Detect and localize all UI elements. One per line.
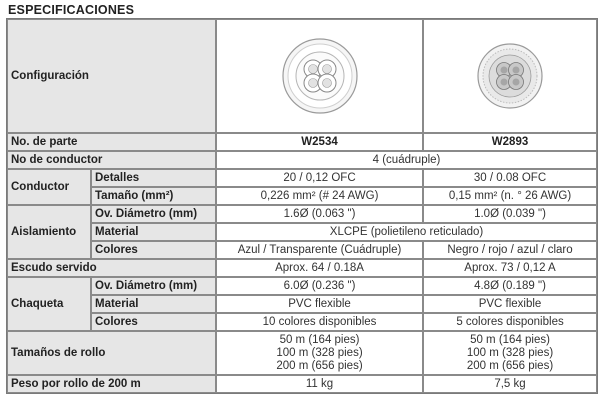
chaqueta-diametro-2: 4.8Ø (0.189 ") (423, 277, 597, 295)
row-no-parte (7, 133, 597, 151)
rollo-size: 100 m (328 pies) (276, 346, 363, 359)
cable-cross-section-icon (280, 36, 360, 116)
row-peso (7, 375, 597, 393)
label-no-parte: No. de parte (7, 133, 216, 151)
spec-table (6, 18, 598, 394)
label-chaqueta: Chaqueta (7, 277, 91, 331)
row-aislamiento-diametro (7, 205, 597, 223)
chaqueta-diametro-1: 6.0Ø (0.236 ") (216, 277, 423, 295)
rollo-size: 50 m (164 pies) (279, 333, 360, 346)
section-title: ESPECIFICACIONES (8, 3, 135, 17)
label-aislamiento: Aislamiento (7, 205, 91, 259)
label-detalles: Detalles (91, 169, 216, 187)
label-no-conductor: No de conductor (7, 151, 216, 169)
rollos-cell-1 (216, 331, 423, 375)
label-material-chaqueta: Material (91, 295, 216, 313)
rollo-size: 50 m (164 pies) (470, 333, 550, 346)
detalles-value-1: 20 / 0,12 OFC (216, 169, 423, 187)
label-tamano: Tamaño (mm²) (91, 187, 216, 205)
label-ov-diametro: Ov. Diámetro (mm) (91, 205, 216, 223)
row-tamanos-rollo (7, 331, 597, 375)
label-peso: Peso por rollo de 200 m (7, 375, 216, 393)
part-number-2: W2893 (423, 133, 597, 151)
row-chaqueta-colores (7, 313, 597, 331)
no-conductor-value: 4 (cuádruple) (216, 151, 597, 169)
aislamiento-diametro-1: 1.6Ø (0.063 ") (216, 205, 423, 223)
rollos-cell-2 (423, 331, 597, 375)
rollo-size: 200 m (656 pies) (276, 359, 363, 372)
label-configuracion: Configuración (7, 19, 216, 133)
chaqueta-material-1: PVC flexible (216, 295, 423, 313)
rollo-size: 100 m (328 pies) (466, 346, 554, 359)
aislamiento-material-value: XLCPE (polietileno reticulado) (216, 223, 597, 241)
row-no-conductor (7, 151, 597, 169)
row-chaqueta-diametro (7, 277, 597, 295)
escudo-value-1: Aprox. 64 / 0.18A (216, 259, 423, 277)
cable-cross-section-icon (470, 36, 550, 116)
aislamiento-colores-1: Azul / Transparente (Cuádruple) (216, 241, 423, 259)
label-ov-diametro-chaqueta: Ov. Diámetro (mm) (91, 277, 216, 295)
tamano-value-2: 0,15 mm² (n. ° 26 AWG) (423, 187, 597, 205)
row-configuracion (7, 19, 597, 133)
aislamiento-diametro-2: 1.0Ø (0.039 ") (423, 205, 597, 223)
label-colores: Colores (91, 241, 216, 259)
label-colores-chaqueta: Colores (91, 313, 216, 331)
peso-value-1: 11 kg (216, 375, 423, 393)
row-aislamiento-colores (7, 241, 597, 259)
label-tamanos-rollo: Tamaños de rollo (7, 331, 216, 375)
part-number-1: W2534 (216, 133, 423, 151)
chaqueta-colores-1: 10 colores disponibles (216, 313, 423, 331)
tamano-value-1: 0,226 mm² (# 24 AWG) (216, 187, 423, 205)
row-conductor-tamano (7, 187, 597, 205)
image-cell-1 (216, 19, 423, 133)
row-aislamiento-material (7, 223, 597, 241)
chaqueta-material-2: PVC flexible (423, 295, 597, 313)
image-cell-2 (423, 19, 597, 133)
label-material: Material (91, 223, 216, 241)
peso-value-2: 7,5 kg (423, 375, 597, 393)
row-conductor-detalles (7, 169, 597, 187)
label-conductor: Conductor (7, 169, 91, 205)
aislamiento-colores-2: Negro / rojo / azul / claro (423, 241, 597, 259)
chaqueta-colores-2: 5 colores disponibles (423, 313, 597, 331)
row-escudo (7, 259, 597, 277)
row-chaqueta-material (7, 295, 597, 313)
label-escudo: Escudo servido (7, 259, 216, 277)
detalles-value-2: 30 / 0.08 OFC (423, 169, 597, 187)
escudo-value-2: Aprox. 73 / 0,12 A (423, 259, 597, 277)
rollo-size: 200 m (656 pies) (466, 359, 554, 372)
